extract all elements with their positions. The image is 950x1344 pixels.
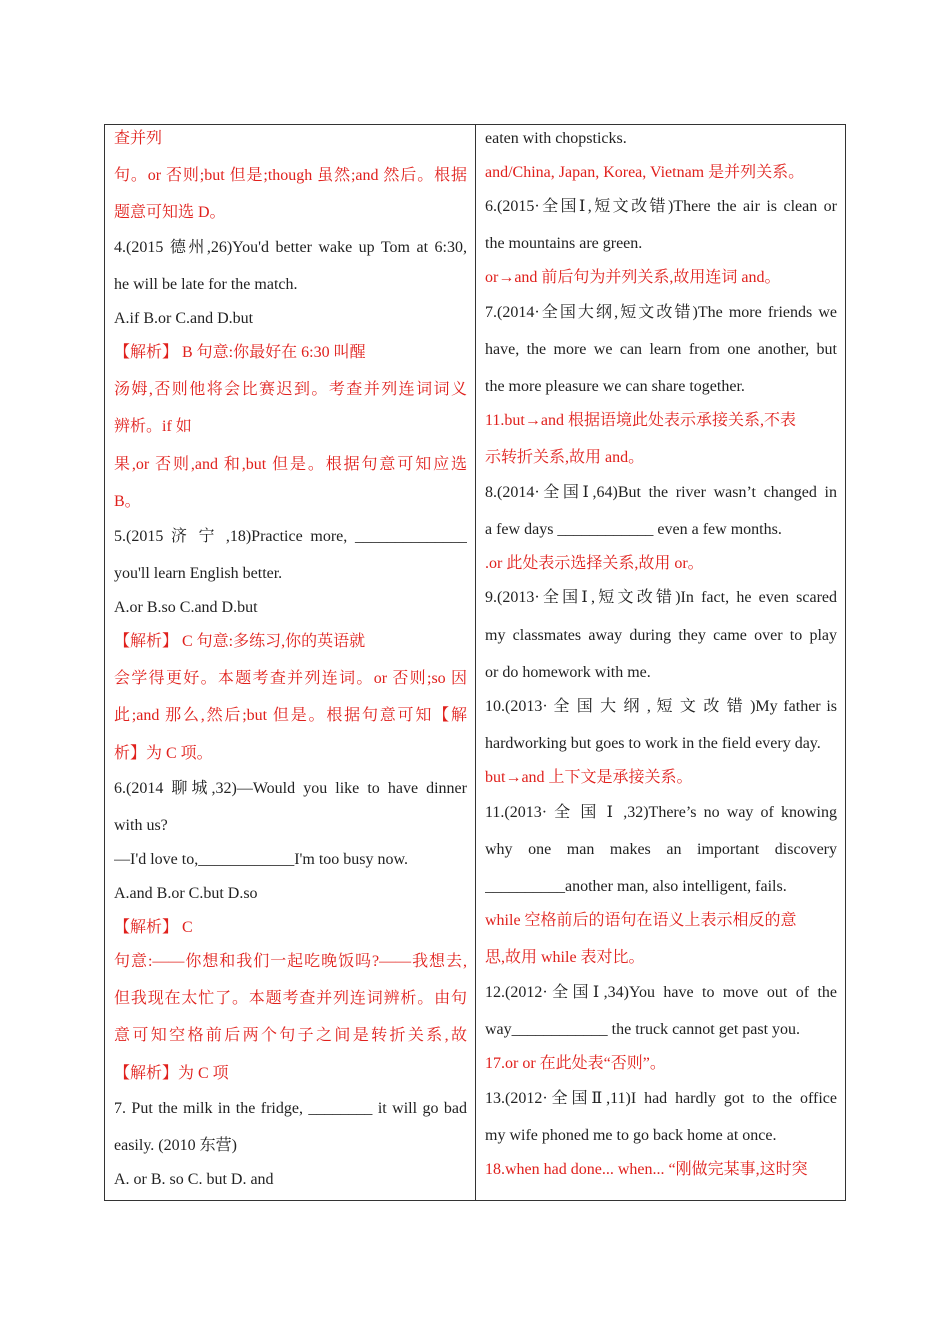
left-text-line: easily. (2010 东营) — [114, 1137, 237, 1154]
left-text-line: you'll learn English better. — [114, 565, 283, 582]
left-text-line: A.if B.or C.and D.but — [114, 310, 254, 327]
left-text-line: B。 — [114, 493, 141, 510]
right-text-line: 思,故用 while 表对比。 — [485, 949, 645, 966]
left-text-line: 汤姆,否则他将会比赛迟到。考查并列连词词义 — [114, 381, 467, 398]
left-text-line: A.or B.so C.and D.but — [114, 599, 258, 616]
left-text-line: 意可知空格前后两个句子之间是转折关系,故 — [114, 1027, 467, 1044]
right-text-line: or do homework with me. — [485, 664, 651, 681]
left-text-line: he will be late for the match. — [114, 276, 298, 293]
left-text-line: 7. Put the milk in the fridge, ________ it will go bad — [114, 1100, 467, 1117]
right-text-line: 17.or or 在此处表“否则”。 — [485, 1055, 666, 1072]
right-text-line: have, the more we can learn from one another, but — [485, 341, 837, 358]
right-text-line: 10.(2013· 全 国 大 纲 , 短 文 改 错 )My father is — [485, 698, 837, 715]
right-text-line: why one man makes an important discovery — [485, 841, 837, 858]
left-text-line: 【解析】 C 句意:多练习,你的英语就 — [114, 633, 366, 650]
right-text-line: 7.(2014·全国大纲,短文改错)The more friends we — [485, 304, 837, 321]
right-text-line: the mountains are green. — [485, 235, 643, 252]
left-text-line: 但我现在太忙了。本题考查并列连词辨析。由句 — [114, 990, 467, 1007]
right-text-line: 11.(2013· 全 国 Ⅰ ,32)There’s no way of knowing — [485, 804, 837, 821]
right-text-line: 示转折关系,故用 and。 — [485, 449, 645, 466]
left-text-line: A.and B.or C.but D.so — [114, 885, 258, 902]
left-text-line: 析】为 C 项。 — [114, 745, 213, 762]
right-text-line: 12.(2012·全国Ⅰ,34)You have to move out of the — [485, 984, 837, 1001]
right-text-line: or→and 前后句为并列关系,故用连词 and。 — [485, 269, 781, 286]
page-table — [104, 124, 846, 1201]
left-text-line: 辨析。if 如 — [114, 418, 192, 435]
left-text-line: 此;and 那么,然后;but 但是。根据句意可知【解 — [114, 707, 467, 724]
right-text-line: while 空格前后的语句在语义上表示相反的意 — [485, 912, 797, 929]
right-column — [476, 125, 845, 1200]
right-text-line: 8.(2014·全国Ⅰ,64)But the river wasn’t changed in — [485, 484, 837, 501]
right-text-line: way____________ the truck cannot get past you. — [485, 1021, 801, 1038]
right-text-line: the more pleasure we can share together. — [485, 378, 745, 395]
right-text-line: 11.but→and 根据语境此处表示承接关系,不表 — [485, 412, 796, 429]
left-text-line: 果,or 否则,and 和,but 但是。根据句意可知应选 — [114, 456, 467, 473]
left-text-line: 5.(2015 济 宁 ,18)Practice more, ______________ — [114, 528, 467, 545]
right-text-line: my wife phoned me to go back home at once. — [485, 1127, 777, 1144]
left-text-line: with us? — [114, 817, 168, 834]
left-text-line: 句意:——你想和我们一起吃晚饭吗?——我想去, — [114, 953, 467, 970]
right-text-line: hardworking but goes to work in the field every day. — [485, 735, 821, 752]
right-text-line: but→and 上下文是承接关系。 — [485, 769, 693, 786]
left-text-line: A. or B. so C. but D. and — [114, 1171, 274, 1188]
left-text-line: 会学得更好。本题考查并列连词。or 否则;so 因 — [114, 670, 467, 687]
right-text-line: and/China, Japan, Korea, Vietnam 是并列关系。 — [485, 164, 805, 181]
left-text-line: 句。or 否则;but 但是;though 虽然;and 然后。根据 — [114, 167, 467, 184]
right-text-line: my classmates away during they came over to play — [485, 627, 837, 644]
left-text-line: —I'd love to,____________I'm too busy now. — [114, 851, 409, 868]
left-text-line: 6.(2014 聊城,32)—Would you like to have dinner — [114, 780, 467, 797]
right-text-line: 9.(2013·全国Ⅰ,短文改错)In fact, he even scared — [485, 589, 837, 606]
left-text-line: 4.(2015 德州,26)You'd better wake up Tom at 6:30, — [114, 239, 467, 256]
right-text-line: a few days ____________ even a few months. — [485, 521, 782, 538]
right-text-line: 18.when had done... when... “刚做完某事,这时突 — [485, 1161, 808, 1178]
left-text-line: 【解析】 B 句意:你最好在 6:30 叫醒 — [114, 344, 366, 361]
left-text-line: 查并列 — [114, 130, 163, 147]
right-text-line: __________another man, also intelligent, fails. — [485, 878, 787, 895]
right-text-line: eaten with chopsticks. — [485, 130, 627, 147]
left-column — [105, 125, 476, 1200]
left-text-line: 【解析】为 C 项 — [114, 1065, 229, 1082]
right-text-line: .or 此处表示选择关系,故用 or。 — [485, 555, 704, 572]
right-text-line: 6.(2015·全国Ⅰ,短文改错)There the air is clean or — [485, 198, 837, 215]
left-text-line: 题意可知选 D。 — [114, 204, 226, 221]
left-text-line: 【解析】 C — [114, 919, 193, 936]
right-text-line: 13.(2012·全国Ⅱ,11)I had hardly got to the office — [485, 1090, 837, 1107]
